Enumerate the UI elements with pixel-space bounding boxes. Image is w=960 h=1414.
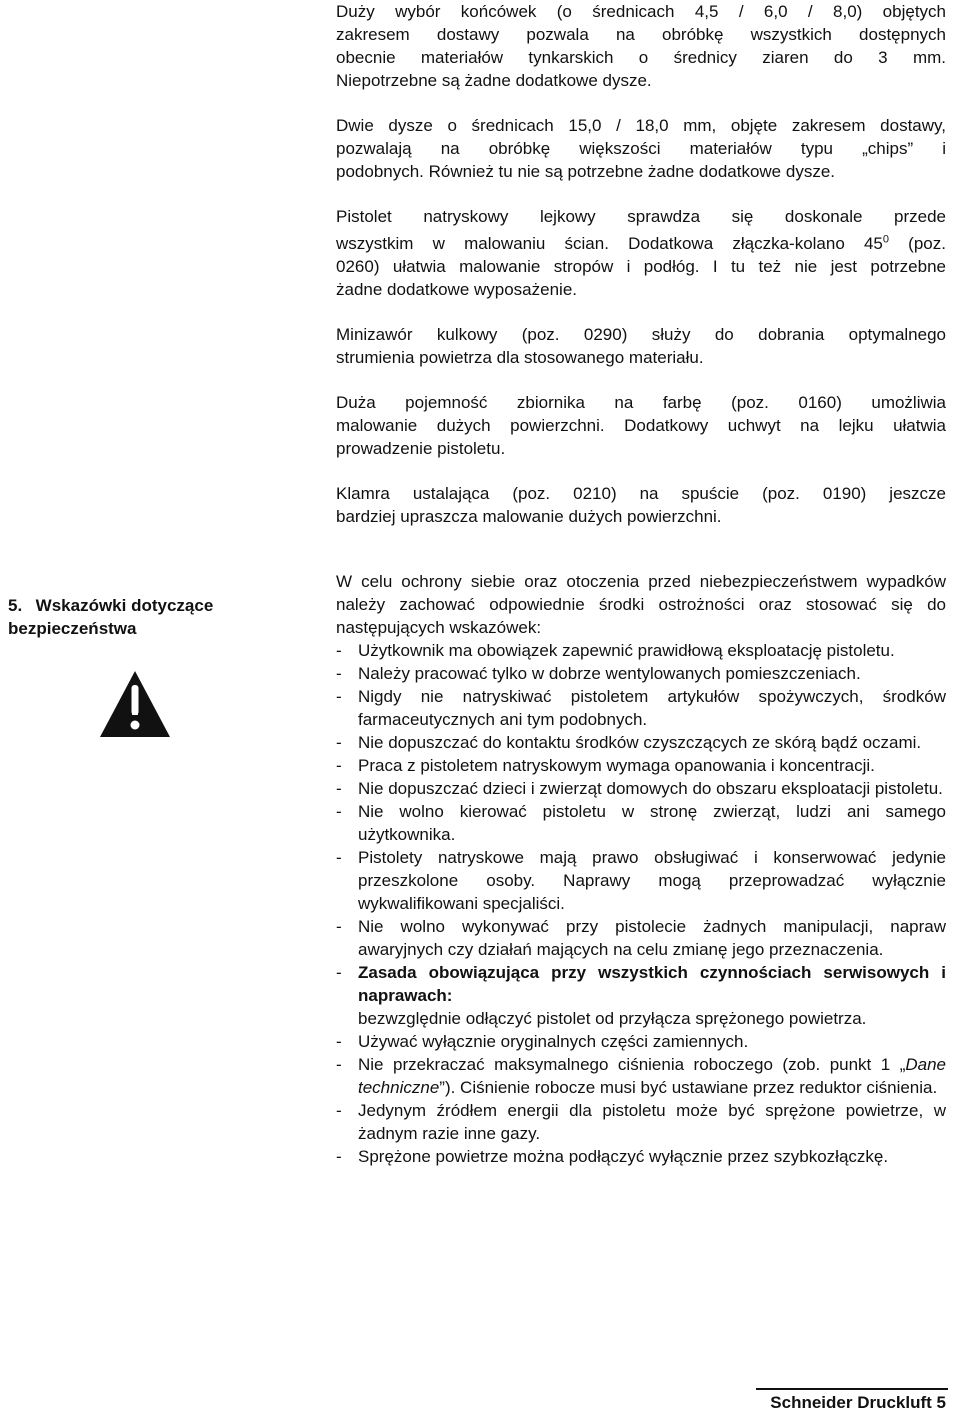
list-item — [336, 1145, 946, 1168]
service-rule-bold: Zasada obowiązująca przy wszystkich czynnościach serwisowych i naprawach: — [358, 963, 946, 1005]
text-fragment: wszystkim w malowaniu ścian. Dodatkowa złączka-kolano 45 — [336, 233, 883, 253]
section-heading — [8, 594, 258, 640]
text-line: Pistolet natryskowy lejkowy sprawdza się doskonale przede — [336, 207, 946, 226]
text-line: Niepotrzebne są żadne dodatkowe dysze. — [336, 71, 652, 90]
list-item-text: Pistolety natryskowe mają prawo obsługiwać i konserwować jedynie przeszkolone osoby. Naprawy mogą przeprowadzać wyłącznie wykwalifikowani specjaliści. — [358, 848, 946, 913]
list-item — [336, 915, 946, 961]
list-dash: - — [336, 848, 342, 867]
list-dash: - — [336, 641, 342, 660]
list-item-text: Praca z pistoletem natryskowym wymaga opanowania i koncentracji. — [358, 756, 875, 775]
service-rule-text: bezwzględnie odłączyć pistolet od przyłącza sprężonego powietrza. — [358, 1009, 867, 1028]
text-line: Duża pojemność zbiornika na farbę (poz. 0160) umożliwia — [336, 392, 946, 412]
text-fragment: (poz. — [889, 233, 946, 253]
text-line — [336, 228, 946, 255]
text-line: strumienia powietrza dla stosowanego materiału. — [336, 347, 704, 367]
paragraph-nozzles — [336, 0, 946, 92]
list-item-text: Sprężone powietrze można podłączyć wyłącznie przez szybkozłączkę. — [358, 1147, 889, 1166]
paragraph-funnel-gun — [336, 205, 946, 301]
page-footer: Schneider Druckluft 5 — [770, 1393, 946, 1412]
intro-text — [336, 0, 946, 550]
list-dash: - — [336, 1101, 342, 1120]
list-item — [336, 846, 946, 915]
list-item-pressure — [336, 1053, 946, 1099]
section-number: 5. — [8, 596, 23, 615]
list-dash: - — [336, 917, 342, 936]
list-item — [336, 754, 946, 777]
text-line: malowanie dużych powierzchni. Dodatkowy uchwyt na lejku ułatwia — [336, 415, 946, 435]
list-item — [336, 731, 946, 754]
list-dash: - — [336, 963, 342, 982]
paragraph-large-nozzles — [336, 114, 946, 183]
text-line: pozwalają na obróbkę większości materiałów typu „chips” i — [336, 139, 946, 158]
list-item — [336, 662, 946, 685]
paragraph-ball-valve — [336, 323, 946, 369]
list-item-text: Jedynym źródłem energii dla pistoletu może być sprężone powietrze, w żadnym razie inne gazy. — [358, 1101, 946, 1143]
paragraph-tank — [336, 391, 946, 460]
text-line: podobnych. Również tu nie są potrzebne żadne dodatkowe dysze. — [336, 162, 835, 181]
list-dash: - — [336, 802, 342, 821]
list-item-text: Należy pracować tylko w dobrze wentylowanych pomieszczeniach. — [358, 664, 861, 683]
pressure-text: Nie przekraczać maksymalnego ciśnienia roboczego (zob. punkt 1 „ — [358, 1055, 906, 1074]
list-item-text: Nie wolno wykonywać przy pistolecie żadnych manipulacji, napraw awaryjnych czy działań mających na celu zmianę jego przeznaczenia. — [358, 917, 946, 959]
text-line: zakresem dostawy pozwala na obróbkę wszystkich dostępnych — [336, 25, 946, 44]
list-item-text: Użytkownik ma obowiązek zapewnić prawidłową eksploatację pistoletu. — [358, 641, 895, 660]
text-line: Minizawór kulkowy (poz. 0290) służy do dobrania optymalnego — [336, 324, 946, 344]
warning-triangle-icon — [98, 669, 172, 739]
list-dash: - — [336, 1147, 342, 1166]
list-dash: - — [336, 1032, 342, 1051]
list-item-text: Nigdy nie natryskiwać pistoletem artykułów spożywczych, środków farmaceutycznych ani tym podobnych. — [358, 687, 946, 729]
paragraph-clamp — [336, 482, 946, 528]
degree-superscript: 0 — [882, 233, 889, 245]
text-line: Klamra ustalająca (poz. 0210) na spuście (poz. 0190) jeszcze — [336, 483, 946, 503]
list-item — [336, 777, 946, 800]
list-item-text: Nie wolno kierować pistoletu w stronę zwierząt, ludzi ani samego użytkownika. — [358, 802, 946, 844]
list-dash: - — [336, 687, 342, 706]
text-line: Duży wybór końcówek (o średnicach 4,5 / 6,0 / 8,0) objętych — [336, 2, 946, 21]
text-line: bardziej upraszcza malowanie dużych powierzchni. — [336, 506, 722, 526]
section-title: Wskazówki dotyczące bezpieczeństwa — [8, 596, 214, 638]
list-dash: - — [336, 756, 342, 775]
list-item — [336, 639, 946, 662]
list-item-text: Używać wyłącznie oryginalnych części zamiennych. — [358, 1032, 749, 1051]
text-line: żadne dodatkowe wyposażenie. — [336, 279, 577, 299]
list-item — [336, 1099, 946, 1145]
list-dash: - — [336, 664, 342, 683]
list-item — [336, 685, 946, 731]
list-item-text: Nie dopuszczać do kontaktu środków czyszczących ze skórą bądź oczami. — [358, 733, 922, 752]
list-dash: - — [336, 779, 342, 798]
list-dash: - — [336, 733, 342, 752]
list-dash: - — [336, 1055, 342, 1074]
safety-text — [336, 570, 946, 1168]
text-line: prowadzenie pistoletu. — [336, 438, 506, 458]
technical-data-reference: Dane techniczne — [358, 1055, 946, 1097]
pressure-text: ”). Ciśnienie robocze musi być ustawiane przez reduktor ciśnienia. — [439, 1078, 938, 1097]
list-item — [336, 800, 946, 846]
list-item-service-rule — [336, 961, 946, 1030]
safety-intro: W celu ochrony siebie oraz otoczenia przed niebezpieczeństwem wypadków należy zachować odpowiednie środki ostrożności oraz stosować się do następujących wskazówek: — [336, 572, 946, 637]
text-line: obecnie materiałów tynkarskich o średnicy ziaren do 3 mm. — [336, 48, 946, 67]
text-line: 0260) ułatwia malowanie stropów i podłóg. I tu też nie jest potrzebne — [336, 256, 946, 276]
text-line: Dwie dysze o średnicach 15,0 / 18,0 mm, objęte zakresem dostawy, — [336, 116, 946, 135]
footer-rule — [756, 1388, 948, 1390]
list-item — [336, 1030, 946, 1053]
list-item-text: Nie dopuszczać dzieci i zwierząt domowych do obszaru eksploatacji pistoletu. — [358, 779, 943, 798]
